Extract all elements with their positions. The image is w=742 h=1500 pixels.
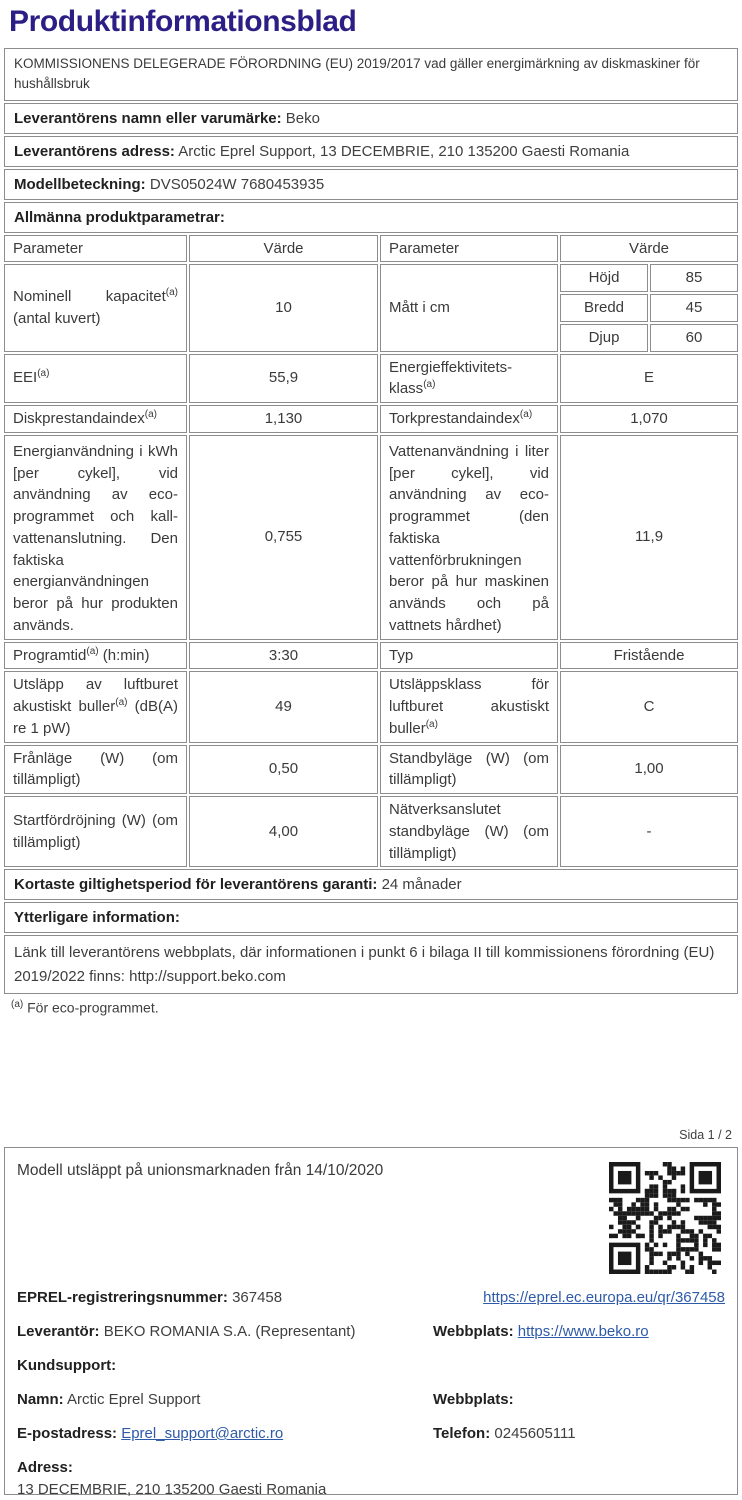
- value-noise-class-cell: C: [560, 671, 738, 742]
- param-delay-start-cell: Startfördröjning (W) (om tillämpligt): [4, 796, 187, 867]
- table-row: [4, 435, 738, 640]
- supplier-name-value: Beko: [285, 109, 320, 127]
- phone-label: Telefon:: [433, 1425, 491, 1442]
- param-type-cell: Typ: [380, 642, 558, 670]
- weblink-text: Länk till leverantörens webbplats, där informationen i punkt 6 i bilaga II till kommissionens förordning (EU) 2019/2022 finns:: [14, 944, 715, 985]
- param-cleaning-index-cell: Diskprestandaindex$^{(a)}$: [4, 405, 187, 433]
- general-parameters-header: Allmänna produktparametrar:: [4, 202, 738, 233]
- qr-code: [609, 1162, 721, 1274]
- phone-value: 0245605111: [494, 1425, 576, 1442]
- value-water-consumption-cell: 11,9: [560, 435, 738, 640]
- value-programme-time-cell: 3:30: [189, 642, 378, 670]
- value-standby-cell: 1,00: [560, 745, 738, 795]
- guarantee-label: Kortaste giltighetsperiod för leverantörens garanti:: [14, 876, 378, 894]
- dimension-label: Djup: [560, 324, 648, 352]
- eprel-link[interactable]: https://eprel.ec.europa.eu/qr/367458: [483, 1289, 725, 1306]
- customer-support-label: Kundsupport:: [17, 1357, 117, 1374]
- param-standby-cell: Standbyläge (W) (om tillämpligt): [380, 745, 558, 795]
- model-identifier-label: Modellbeteckning:: [14, 175, 146, 193]
- support-website-label: Webbplats:: [433, 1391, 514, 1408]
- col-header-parameter-1: Parameter: [4, 235, 187, 263]
- supplier-value: BEKO ROMANIA S.A. (Representant): [103, 1323, 356, 1340]
- value-capacity-cell: 10: [189, 264, 378, 351]
- param-energy-class-cell: Energieffektivitets-klass$^{(a)}$: [380, 354, 558, 404]
- dimension-row-depth: [560, 324, 738, 352]
- param-off-mode-cell: Frånläge (W) (om tillämpligt): [4, 745, 187, 795]
- param-dimensions-cell: Mått i cm: [380, 264, 558, 351]
- dimension-row-width: [560, 294, 738, 322]
- additional-info-row: Ytterligare information:: [4, 902, 738, 933]
- col-header-value-1: Värde: [189, 235, 378, 263]
- value-delay-start-cell: 4,00: [189, 796, 378, 867]
- regulation-subtitle: KOMMISSIONENS DELEGERADE FÖRORDNING (EU) 2019/2017 vad gäller energimärkning av diskmaskiner för hushållsbruk: [4, 48, 738, 101]
- customer-support-row: [17, 1356, 725, 1376]
- value-energy-class-cell: E: [560, 354, 738, 404]
- col-header-parameter-2: Parameter: [380, 235, 558, 263]
- table-row: [4, 745, 738, 795]
- param-eei-cell: EEI$^{(a)}$: [4, 354, 187, 404]
- supplier-name-label: Leverantörens namn eller varumärke:: [14, 109, 282, 127]
- param-drying-index-cell: Torkprestandaindex$^{(a)}$: [380, 405, 558, 433]
- value-energy-consumption-cell: 0,755: [189, 435, 378, 640]
- page-title: Produktinformationsblad: [9, 5, 357, 38]
- page-indicator: Sida 1 / 2: [679, 1128, 732, 1142]
- support-name-value: Arctic Eprel Support: [67, 1391, 201, 1408]
- support-name-label: Namn:: [17, 1391, 64, 1408]
- value-noise-cell: 49: [189, 671, 378, 742]
- param-energy-consumption-cell: Energianvändning i kWh [per cykel], vid användning av eco-programmet och kall-vattenanslutning. Den faktiska energianvändningen beror på hur produkten används.: [4, 435, 187, 640]
- supplier-address-value: Arctic Eprel Support, 13 DECEMBRIE, 210 135200 Gaesti Romania: [178, 142, 630, 160]
- email-link[interactable]: Eprel_support@arctic.ro: [121, 1425, 284, 1442]
- param-capacity-cell: Nominell kapacitet$^{(a)}$ (antal kuvert): [4, 264, 187, 351]
- website-label: Webbplats:: [433, 1323, 514, 1340]
- value-cleaning-index-cell: 1,130: [189, 405, 378, 433]
- eprel-label: EPREL-registreringsnummer:: [17, 1289, 228, 1306]
- param-programme-time-cell: Programtid$^{(a)}$ (h:min): [4, 642, 187, 670]
- model-identifier-value: DVS05024W 7680453935: [149, 175, 325, 193]
- table-row: [4, 671, 738, 742]
- col-header-value-2: Värde: [560, 235, 738, 263]
- table-row: [4, 405, 738, 433]
- table-row: [4, 642, 738, 670]
- value-type-cell: Fristående: [560, 642, 738, 670]
- value-off-mode-cell: 0,50: [189, 745, 378, 795]
- value-networked-standby-cell: -: [560, 796, 738, 867]
- table-row: [4, 354, 738, 404]
- model-identifier-row: [4, 169, 738, 200]
- address-label: Adress:: [17, 1459, 73, 1476]
- support-address-row: [17, 1458, 725, 1500]
- dimensions-subtable: [560, 264, 738, 351]
- eprel-row: [17, 1288, 725, 1308]
- dimension-row-height: [560, 264, 738, 292]
- param-networked-standby-cell: Nätverksanslutet standbyläge (W) (om tillämpligt): [380, 796, 558, 867]
- supplier-row: [17, 1322, 725, 1342]
- email-label: E-postadress:: [17, 1425, 118, 1442]
- footnote: $^{(a)}$ För eco-programmet.: [11, 998, 159, 1016]
- supplier-address-row: [4, 136, 738, 167]
- value-eei-cell: 55,9: [189, 354, 378, 404]
- footer-box: [4, 1147, 738, 1498]
- param-water-consumption-cell: Vattenanvändning i liter [per cykel], vid användning av eco-programmet (den faktiska vattenförbrukningen beror på hur maskinen används och på vattnets hårdhet): [380, 435, 558, 640]
- table-header-row: [4, 235, 738, 263]
- supplier-name-row: [4, 103, 738, 134]
- supplier-label: Leverantör:: [17, 1323, 100, 1340]
- dimension-label: Bredd: [560, 294, 648, 322]
- value-drying-index-cell: 1,070: [560, 405, 738, 433]
- address-value: 13 DECEMBRIE, 210 135200 Gaesti Romania: [17, 1481, 327, 1498]
- support-email-row: [17, 1424, 725, 1444]
- supplier-weblink-row: [4, 935, 738, 994]
- dimension-value: 45: [650, 294, 738, 322]
- weblink-url: http://support.beko.com: [129, 967, 286, 985]
- table-row: [4, 264, 738, 351]
- market-entry-text: Modell utsläppt på unionsmarknaden från 14/10/2020: [17, 1162, 384, 1179]
- dimension-label: Höjd: [560, 264, 648, 292]
- dimension-value: 60: [650, 324, 738, 352]
- dimension-value: 85: [650, 264, 738, 292]
- guarantee-row: [4, 869, 738, 900]
- param-noise-cell: Utsläpp av luftburet akustiskt buller$^{(a)}$ (dB(A) re 1 pW): [4, 671, 187, 742]
- support-name-row: [17, 1390, 725, 1410]
- table-row: [4, 796, 738, 867]
- eprel-value: 367458: [232, 1289, 283, 1306]
- supplier-address-label: Leverantörens adress:: [14, 142, 175, 160]
- website-link[interactable]: https://www.beko.ro: [517, 1323, 649, 1340]
- guarantee-value: 24 månader: [381, 876, 462, 894]
- param-noise-class-cell: Utsläppsklass för luftburet akustiskt buller$^{(a)}$: [380, 671, 558, 742]
